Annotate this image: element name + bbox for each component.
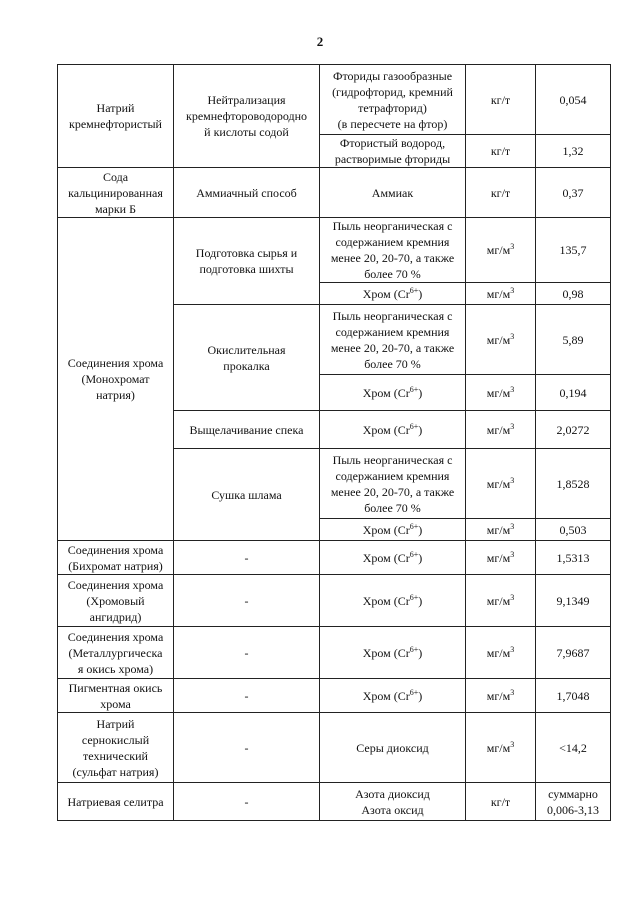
text-line: й кислоты содой: [204, 125, 289, 139]
text-line: 0,006-3,13: [547, 802, 599, 817]
substance-cell: [58, 679, 174, 713]
unit-cell: $мг/м^3$: [466, 449, 536, 519]
text-line: (Хромовый: [86, 593, 145, 608]
text-line: Хром $(Cr^{6+})$: [362, 644, 423, 660]
value-cell: 1,32: [536, 135, 611, 168]
pollutant-cell: [320, 218, 466, 283]
text-line: хрома: [100, 696, 131, 711]
table-row: [58, 65, 611, 135]
text-line: (сульфат натрия): [72, 764, 159, 779]
unit-cell: $мг/м^3$: [466, 519, 536, 541]
process-cell: [174, 541, 320, 575]
unit-cell: $мг/м^3$: [466, 541, 536, 575]
text-line: кремнефтороводородно: [185, 109, 308, 123]
text-line: -: [244, 688, 249, 703]
text-line: (гидрофторид, кремний: [332, 84, 453, 99]
text-line: -: [244, 550, 249, 565]
unit-cell: $мг/м^3$: [466, 305, 536, 375]
text-line: Выщелачивание спека: [189, 422, 304, 437]
text-line: марки Б: [95, 201, 136, 216]
text-line: более 70 %: [364, 500, 421, 515]
pollutant-cell: [320, 375, 466, 411]
unit-cell: кг/т: [466, 783, 536, 821]
value-cell: 1,8528: [536, 449, 611, 519]
table-row: [58, 679, 611, 713]
emissions-table: [57, 64, 611, 821]
substance-cell: [58, 783, 174, 821]
table-row: [58, 783, 611, 821]
pollutant-cell: [320, 411, 466, 449]
value-cell: 1,7048: [536, 679, 611, 713]
process-cell: [174, 305, 320, 411]
text-line: Соединения хрома: [67, 629, 164, 644]
text-line: (в пересчете на фтор): [337, 116, 448, 131]
value-cell: 135,7: [536, 218, 611, 283]
text-line: (Металлургическа: [68, 645, 163, 660]
value-cell: <14,2: [536, 713, 611, 783]
value-cell: 2,0272: [536, 411, 611, 449]
text-line: подготовка шихты: [199, 262, 294, 276]
process-cell: [174, 218, 320, 305]
text-line: Хром $(Cr^{6+})$: [362, 549, 423, 565]
text-line: кальцинированная: [68, 185, 163, 200]
value-cell: [536, 783, 611, 821]
text-line: я окись хрома): [77, 661, 154, 676]
text-line: более 70 %: [364, 356, 421, 371]
unit-cell: кг/т: [466, 65, 536, 135]
text-line: прокалка: [223, 358, 270, 373]
text-line: Пыль неорганическая с: [332, 452, 453, 467]
table-row: [58, 627, 611, 679]
unit-cell: $мг/м^3$: [466, 283, 536, 305]
substance-cell: [58, 627, 174, 679]
substance-cell: [58, 713, 174, 783]
text-line: Пыль неорганическая с: [332, 219, 453, 233]
process-cell: [174, 65, 320, 168]
text-line: сернокислый: [81, 732, 150, 747]
pollutant-cell: [320, 713, 466, 783]
text-line: кремнефтористый: [69, 117, 162, 131]
process-cell: [174, 627, 320, 679]
pollutant-cell: [320, 627, 466, 679]
text-line: менее 20, 20-70, а также: [330, 340, 455, 355]
substance-cell: [58, 218, 174, 541]
unit-cell: $мг/м^3$: [466, 375, 536, 411]
pollutant-cell: [320, 305, 466, 375]
pollutant-cell: [320, 783, 466, 821]
text-line: Соединения хрома: [67, 577, 164, 592]
text-line: Пыль неорганическая с: [332, 308, 453, 323]
text-line: Серы диоксид: [356, 740, 429, 755]
text-line: Окислительная: [207, 342, 286, 357]
pollutant-cell: [320, 135, 466, 168]
text-line: Хром $(Cr^{6+})$: [362, 285, 423, 301]
text-line: Натрий: [96, 716, 135, 731]
process-cell: [174, 679, 320, 713]
table-row: [58, 713, 611, 783]
text-line: содержанием кремния: [335, 468, 450, 483]
text-line: Сода: [102, 169, 129, 184]
substance-cell: [58, 65, 174, 168]
text-line: Сушка шлама: [211, 487, 282, 502]
text-line: Хром $(Cr^{6+})$: [362, 384, 423, 400]
table-row: [58, 168, 611, 218]
text-line: растворимые фториды: [334, 152, 451, 166]
text-line: содержанием кремния: [335, 324, 450, 339]
pollutant-cell: [320, 575, 466, 627]
text-line: Пигментная окись: [68, 680, 163, 695]
value-cell: 0,503: [536, 519, 611, 541]
page-number: 2: [316, 34, 324, 49]
text-line: более 70 %: [364, 267, 421, 281]
value-cell: 9,1349: [536, 575, 611, 627]
value-cell: 5,89: [536, 305, 611, 375]
pollutant-cell: [320, 519, 466, 541]
pollutant-cell: [320, 65, 466, 135]
value-cell: 0,37: [536, 168, 611, 218]
text-line: суммарно: [548, 786, 598, 801]
text-line: тетрафторид): [358, 100, 427, 115]
value-cell: 0,194: [536, 375, 611, 411]
pollutant-cell: [320, 679, 466, 713]
value-cell: 7,9687: [536, 627, 611, 679]
text-line: Хром $(Cr^{6+})$: [362, 687, 423, 703]
substance-cell: [58, 575, 174, 627]
process-cell: [174, 168, 320, 218]
unit-cell: $мг/м^3$: [466, 713, 536, 783]
process-cell: [174, 783, 320, 821]
text-line: Азота диоксид: [355, 786, 430, 801]
text-line: содержанием кремния: [335, 235, 450, 249]
text-line: Хром $(Cr^{6+})$: [362, 521, 423, 537]
text-line: -: [244, 593, 249, 608]
unit-cell: кг/т: [466, 168, 536, 218]
text-line: Фториды газообразные: [332, 68, 453, 83]
text-line: Аммиачный способ: [196, 185, 297, 200]
text-line: Натрий: [96, 101, 135, 115]
pollutant-cell: [320, 449, 466, 519]
unit-cell: кг/т: [466, 135, 536, 168]
text-line: (Монохромат: [81, 372, 150, 386]
text-line: натрия): [96, 388, 135, 402]
text-line: Хром $(Cr^{6+})$: [362, 592, 423, 608]
text-line: Натриевая селитра: [67, 794, 164, 809]
process-cell: [174, 449, 320, 541]
value-cell: 0,054: [536, 65, 611, 135]
text-line: -: [244, 740, 249, 755]
unit-cell: $мг/м^3$: [466, 627, 536, 679]
text-line: (Бихромат натрия): [68, 558, 163, 573]
substance-cell: [58, 541, 174, 575]
text-line: Хром $(Cr^{6+})$: [362, 421, 423, 437]
process-cell: [174, 411, 320, 449]
text-line: менее 20, 20-70, а также: [330, 251, 455, 265]
text-line: Соединения хрома: [67, 356, 164, 370]
unit-cell: $мг/м^3$: [466, 411, 536, 449]
text-line: -: [244, 645, 249, 660]
value-cell: 1,5313: [536, 541, 611, 575]
pollutant-cell: [320, 168, 466, 218]
text-line: Фтористый водород,: [339, 136, 446, 150]
text-line: менее 20, 20-70, а также: [330, 484, 455, 499]
unit-cell: $мг/м^3$: [466, 575, 536, 627]
pollutant-cell: [320, 541, 466, 575]
substance-cell: [58, 168, 174, 218]
text-line: Подготовка сырья и: [195, 246, 298, 260]
text-line: ангидрид): [89, 609, 142, 624]
text-line: Аммиак: [371, 185, 414, 200]
table-row: [58, 218, 611, 283]
process-cell: [174, 713, 320, 783]
text-line: Соединения хрома: [67, 542, 164, 557]
unit-cell: $мг/м^3$: [466, 218, 536, 283]
table-row: [58, 575, 611, 627]
text-line: технический: [83, 748, 148, 763]
text-line: -: [244, 794, 249, 809]
process-cell: [174, 575, 320, 627]
value-cell: 0,98: [536, 283, 611, 305]
unit-cell: $мг/м^3$: [466, 679, 536, 713]
text-line: Азота оксид: [361, 802, 424, 817]
pollutant-cell: [320, 283, 466, 305]
table-row: [58, 541, 611, 575]
text-line: Нейтрализация: [207, 93, 286, 107]
